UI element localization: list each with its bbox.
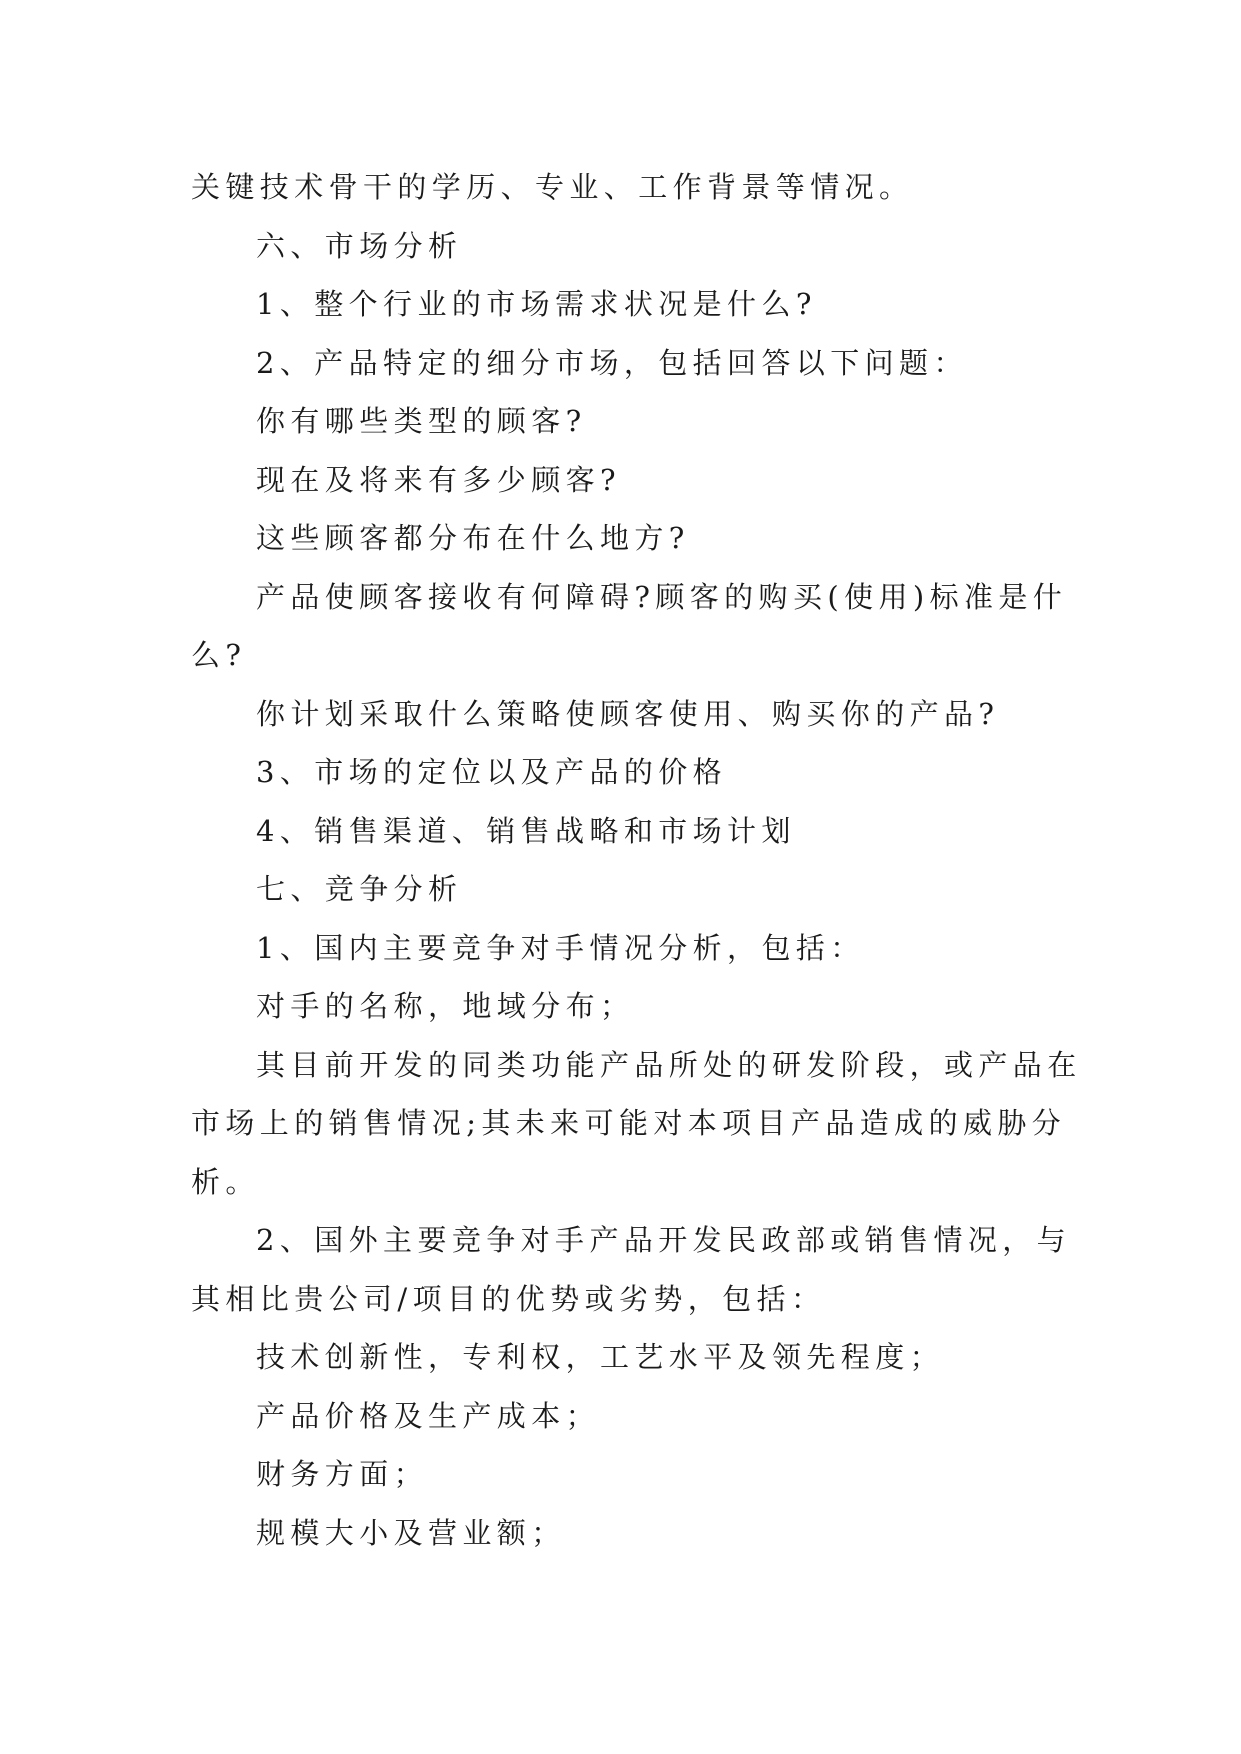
paragraph-line: 现在及将来有多少顾客? [256, 462, 621, 497]
paragraph-line: 你计划采取什么策略使顾客使用、购买你的产品? [256, 696, 1000, 731]
paragraph-line: 七、竞争分析 [256, 872, 463, 906]
paragraph-line: 其相比贵公司/项目的优势或劣势，包括： [191, 1281, 826, 1316]
paragraph-line: 析。 [191, 1164, 260, 1199]
document-body [191, 158, 1082, 1562]
paragraph-line: 六、市场分析 [256, 228, 463, 263]
paragraph-line: 1、国内主要竞争对手情况分析，包括： [256, 930, 865, 965]
paragraph-line: 产品价格及生产成本； [256, 1398, 601, 1433]
paragraph-line: 技术创新性，专利权，工艺水平及领先程度； [256, 1340, 945, 1374]
paragraph-line: 对手的名称，地域分布； [256, 989, 635, 1023]
paragraph-line: 4、销售渠道、销售战略和市场计划 [256, 813, 796, 848]
paragraph-line: 么? [191, 638, 247, 672]
paragraph-line: 其目前开发的同类功能产品所处的研发阶段，或产品在 [256, 1047, 1082, 1082]
paragraph-line: 产品使顾客接收有何障碍?顾客的购买(使用)标准是什 [256, 579, 1068, 614]
paragraph-line: 市场上的销售情况;其未来可能对本项目产品造成的威胁分 [191, 1106, 1067, 1140]
paragraph-line: 这些顾客都分布在什么地方? [256, 521, 690, 555]
paragraph-line: 3、市场的定位以及产品的价格 [256, 755, 728, 789]
paragraph-line: 规模大小及营业额； [256, 1515, 566, 1550]
paragraph-line: 2、产品特定的细分市场，包括回答以下问题： [256, 345, 968, 380]
paragraph-line: 2、国外主要竞争对手产品开发民政部或销售情况，与 [256, 1223, 1072, 1257]
paragraph-line: 财务方面； [256, 1457, 429, 1491]
paragraph-line: 关键技术骨干的学历、专业、工作背景等情况。 [191, 170, 914, 204]
paragraph-line: 你有哪些类型的顾客? [256, 404, 587, 438]
paragraph-line: 1、整个行业的市场需求状况是什么? [256, 287, 817, 321]
